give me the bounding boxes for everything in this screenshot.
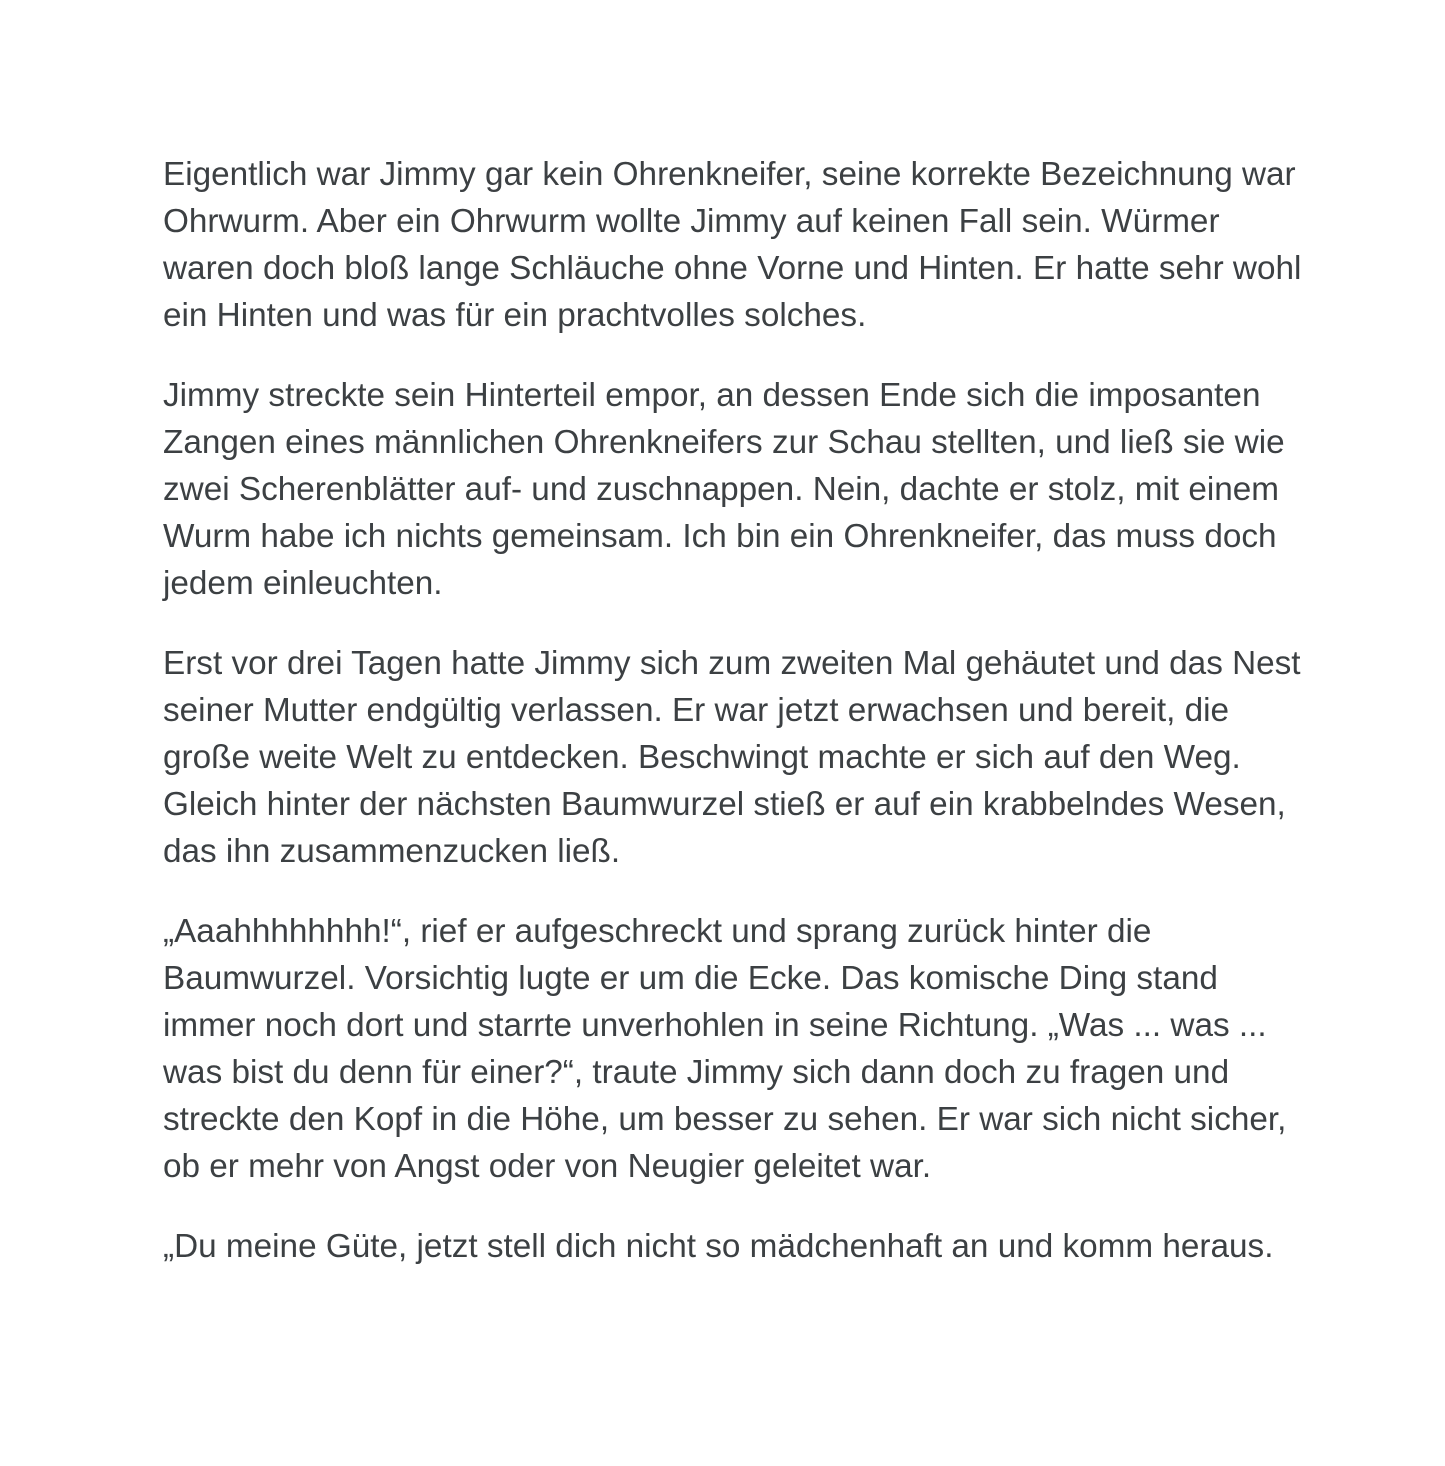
paragraph <box>163 372 1333 607</box>
paragraph <box>163 1223 1333 1270</box>
text-line: Gleich hinter der nächsten Baumwurzel stieß er auf ein krabbelndes Wesen, <box>163 786 1286 823</box>
text-line: waren doch bloß lange Schläuche ohne Vorne und Hinten. Er hatte sehr wohl <box>163 250 1302 287</box>
text-line: Zangen eines männlichen Ohrenkneifers zur Schau stellten, und ließ sie wie <box>163 424 1285 461</box>
text-line: seiner Mutter endgültig verlassen. Er war jetzt erwachsen und bereit, die <box>163 692 1230 729</box>
text-line: große weite Welt zu entdecken. Beschwingt machte er sich auf den Weg. <box>163 739 1241 776</box>
text-line: Eigentlich war Jimmy gar kein Ohrenkneifer, seine korrekte Bezeichnung war <box>163 156 1296 193</box>
text-line: streckte den Kopf in die Höhe, um besser zu sehen. Er war sich nicht sicher, <box>163 1101 1287 1138</box>
text-line: Erst vor drei Tagen hatte Jimmy sich zum zweiten Mal gehäutet und das Nest <box>163 645 1301 682</box>
text-line: Ohrwurm. Aber ein Ohrwurm wollte Jimmy auf keinen Fall sein. Würmer <box>163 203 1220 240</box>
text-line: ein Hinten und was für ein prachtvolles solches. <box>163 297 867 334</box>
text-line: Baumwurzel. Vorsichtig lugte er um die Ecke. Das komische Ding stand <box>163 960 1218 997</box>
text-line: zwei Scherenblätter auf- und zuschnappen. Nein, dachte er stolz, mit einem <box>163 471 1280 508</box>
text-line: Jimmy streckte sein Hinterteil empor, an dessen Ende sich die imposanten <box>163 377 1261 414</box>
paragraph <box>163 151 1333 339</box>
text-line: „Aaahhhhhhhh!“, rief er aufgeschreckt und sprang zurück hinter die <box>163 913 1152 950</box>
text-line: ob er mehr von Angst oder von Neugier geleitet war. <box>163 1148 932 1185</box>
text-line: Wurm habe ich nichts gemeinsam. Ich bin ein Ohrenkneifer, das muss doch <box>163 518 1277 555</box>
story-text <box>163 151 1333 1303</box>
text-line: das ihn zusammenzucken ließ. <box>163 833 621 870</box>
text-line: „Du meine Güte, jetzt stell dich nicht so mädchenhaft an und komm heraus. <box>163 1228 1274 1265</box>
text-line: immer noch dort und starrte unverhohlen in seine Richtung. „Was ... was ... <box>163 1007 1267 1044</box>
paragraph <box>163 640 1333 875</box>
text-line: jedem einleuchten. <box>163 565 443 602</box>
paragraph <box>163 908 1333 1190</box>
text-line: was bist du denn für einer?“, traute Jimmy sich dann doch zu fragen und <box>163 1054 1230 1091</box>
